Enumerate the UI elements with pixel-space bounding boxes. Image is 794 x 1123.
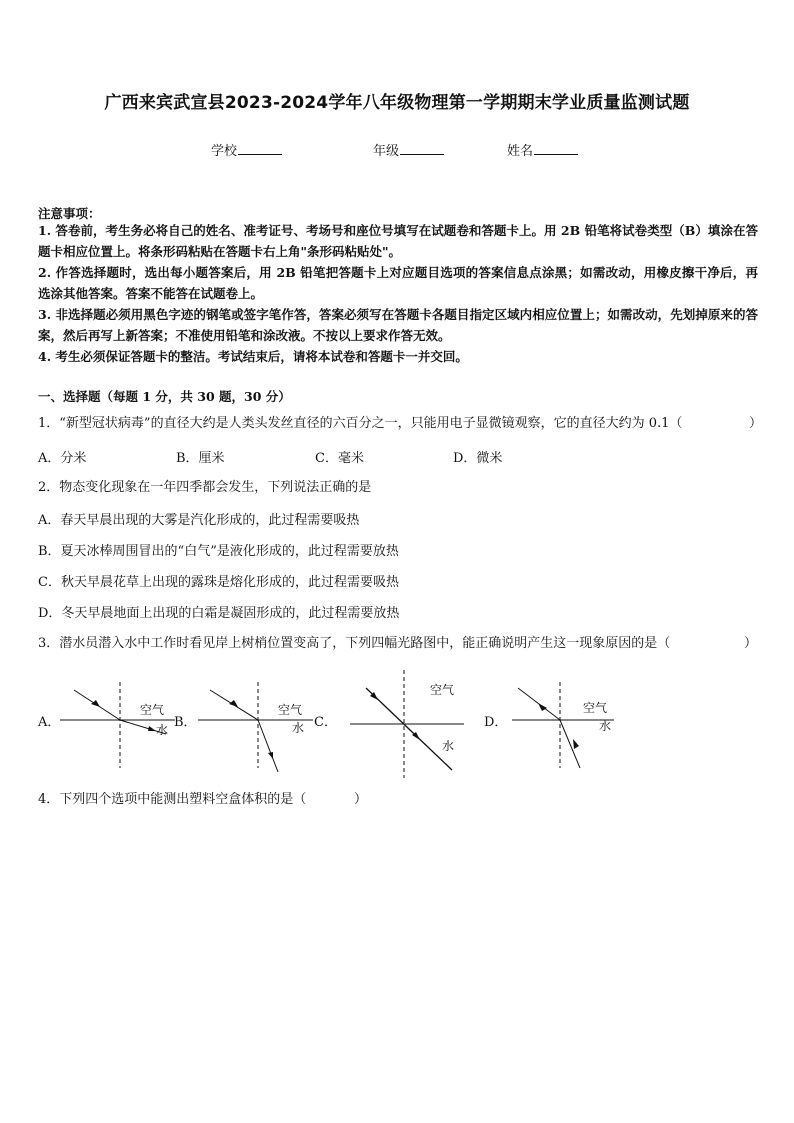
question-1-option-c: C．毫米 [315, 451, 364, 466]
school-field [211, 140, 282, 159]
light-path-diagram-a [60, 676, 180, 776]
section-heading: 一、选择题（每题 1 分，共 30 题，30 分） [38, 389, 291, 404]
question-3-option-b-label: B． [174, 715, 197, 730]
grade-label: 年级 [373, 144, 400, 159]
school-label: 学校 [211, 144, 238, 159]
refracted-ray [258, 720, 278, 772]
question-4-close-paren: ） [354, 792, 368, 807]
water-label: 水 [292, 721, 305, 735]
grade-blank [400, 142, 444, 155]
refracted-arrow [538, 703, 547, 711]
question-1-close-paren: ） [749, 416, 763, 431]
grade-field [373, 140, 444, 159]
refracted-arrow [148, 726, 156, 731]
question-3-close-paren: ） [744, 636, 758, 651]
question-1-option-d: D．微米 [453, 451, 503, 466]
notice-heading: 注意事项： [38, 206, 101, 221]
question-3-option-a-label: A． [38, 715, 61, 730]
water-label: 水 [599, 719, 612, 733]
question-3-option-d-label: D． [484, 715, 508, 730]
incident-arrow [229, 700, 238, 707]
question-2-option-b: B．夏天冰棒周围冒出的“白气”是液化形成的，此过程需要放热 [38, 544, 399, 559]
name-field [507, 140, 578, 159]
name-label: 姓名 [507, 144, 534, 159]
question-2-option-a: A．春天早晨出现的大雾是汽化形成的，此过程需要吸热 [38, 513, 360, 528]
water-label: 水 [156, 723, 169, 737]
incident-arrow [91, 700, 100, 707]
school-blank [238, 142, 282, 155]
question-4-stem: 4．下列四个选项中能测出塑料空盒体积的是（ [38, 792, 307, 807]
question-1-option-a: A．分米 [38, 451, 87, 466]
air-label: 空气 [430, 683, 455, 697]
light-path-diagram-b [198, 676, 318, 776]
incident-arrow [573, 739, 579, 749]
question-2-stem: 2．物态变化现象在一年四季都会发生，下列说法正确的是 [38, 480, 372, 495]
question-1-option-b: B．厘米 [176, 451, 225, 466]
question-2-option-d: D．冬天早晨地面上出现的白霜是凝固形成的，此过程需要放热 [38, 606, 400, 621]
light-path-diagram-d [504, 676, 624, 776]
light-path-diagram-c [344, 668, 474, 780]
air-label: 空气 [140, 703, 165, 717]
question-2-option-c: C．秋天早晨花草上出现的露珠是熔化形成的，此过程需要吸热 [38, 575, 399, 590]
question-3-stem: 3．潜水员潜入水中工作时看见岸上树梢位置变高了，下列四幅光路图中，能正确说明产生这一现象原因的是（ [38, 636, 671, 651]
light-ray [366, 688, 455, 770]
air-label: 空气 [278, 703, 303, 717]
air-label: 空气 [583, 701, 608, 715]
water-label: 水 [442, 739, 455, 753]
question-3-option-c-label: C． [314, 715, 337, 730]
page-title: 广西来宾武宣县2023-2024学年八年级物理第一学期期末学业质量监测试题 [104, 93, 690, 113]
notice-item-1: 1. 答卷前，考生务必将自己的姓名、准考证号、考场号和座位号填写在试题卷和答题卡上。用 2B 铅笔将试卷类型（B）填涂在答题卡相应位置上。将条形码粘贴在答题卡右上角"条形码粘贴处"。 [38, 223, 758, 259]
question-1-stem: 1．“新型冠状病毒”的直径大约是人类头发丝直径的六百分之一，只能用电子显微镜观察，它的直径大约为 0.1（ [38, 416, 683, 431]
notice-item-4: 4. 考生必须保证答题卡的整洁。考试结束后，请将本试卷和答题卡一并交回。 [38, 349, 468, 364]
notice-item-3: 3. 非选择题必须用黑色字迹的钢笔或签字笔作答，答案必须写在答题卡各题目指定区域内相应位置上；如需改动，先划掉原来的答案，然后再写上新答案；不准使用铅笔和涂改液。不按以上要求作答无效。 [38, 307, 758, 343]
name-blank [534, 142, 578, 155]
refracted-arrow [268, 752, 273, 759]
notice-item-2: 2. 作答选择题时，选出每小题答案后，用 2B 铅笔把答题卡上对应题目选项的答案信息点涂黑；如需改动，用橡皮擦干净后，再选涂其他答案。答案不能答在试题卷上。 [38, 265, 758, 301]
